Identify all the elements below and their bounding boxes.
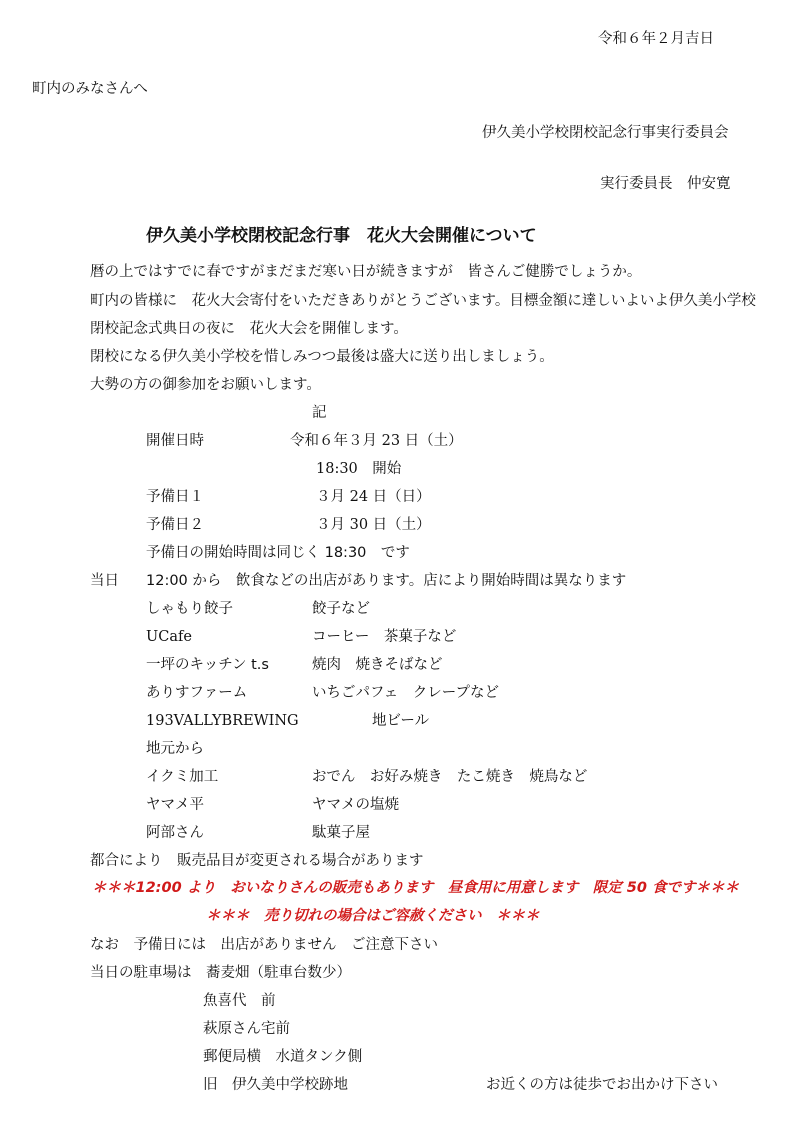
reserve-day-1-value: ３月 24 日（日）: [316, 489, 431, 505]
sold-out-note: ＊＊＊ 売り切れの場合はご容赦ください ＊＊＊: [206, 908, 540, 924]
day-of-text: 12:00 から 飲食などの出店があります。店により開始時間は異なります: [146, 573, 627, 589]
parking-spot: 郵便局横 水道タンク側: [203, 1049, 363, 1065]
local-vendor-item: おでん お好み焼き たこ焼き 焼鳥など: [312, 769, 588, 785]
vendor-name: 一坪のキッチン t.s: [146, 657, 269, 673]
local-vendor-item: ヤマメの塩焼: [312, 797, 399, 813]
local-vendor-name: イクミ加工: [146, 769, 219, 785]
addressee: 町内のみなさんへ: [32, 81, 148, 97]
date-label: 開催日時: [146, 433, 204, 449]
reserve-note: 予備日の開始時間は同じく 18:30 です: [146, 545, 410, 561]
committee-name: 伊久美小学校閉校記念行事実行委員会: [482, 125, 729, 141]
parking-intro: 当日の駐車場は 蕎麦畑（駐車台数少）: [90, 965, 351, 981]
vendor-item: 焼肉 焼きそばなど: [312, 657, 443, 673]
vendor-item: いちごパフェ クレープなど: [312, 685, 500, 701]
vendor-name: 193VALLYBREWING: [146, 713, 299, 729]
intro-line: 町内の皆様に 花火大会寄付をいただきありがとうございます。目標金額に達しいよいよ伊久美小学校: [90, 293, 756, 309]
reserve-day-2-value: ３月 30 日（土）: [316, 517, 431, 533]
committee-chair: 実行委員長 仲安寛: [600, 176, 731, 192]
reserve-day-2-label: 予備日２: [146, 517, 204, 533]
inari-sale-note: ＊＊＊12:00 より おいなりさんの販売もあります 昼食用に用意します 限定 50 食です＊＊＊: [92, 880, 739, 896]
date-value: 令和６年３月 23 日（土）: [290, 433, 463, 449]
page-title: 伊久美小学校閉校記念行事 花火大会開催について: [146, 226, 537, 246]
local-vendor-name: ヤマメ平: [146, 797, 204, 813]
change-note: 都合により 販売品目が変更される場合があります: [90, 853, 424, 869]
vendor-name: ありすファーム: [146, 685, 248, 701]
no-shops-note: なお 予備日には 出店がありません ご注意下さい: [90, 937, 438, 953]
parking-spot: 魚喜代 前: [203, 993, 276, 1009]
parking-spot: 旧 伊久美中学校跡地: [203, 1077, 348, 1093]
intro-line: 閉校記念式典日の夜に 花火大会を開催します。: [90, 321, 408, 337]
vendor-item: 地ビール: [372, 713, 430, 729]
intro-line: 閉校になる伊久美小学校を惜しみつつ最後は盛大に送り出しましょう。: [90, 349, 554, 365]
intro-line: 暦の上ではすでに春ですがまだまだ寒い日が続きますが 皆さんご健勝でしょうか。: [90, 264, 642, 280]
intro-line: 大勢の方の御参加をお願いします。: [90, 377, 321, 393]
walk-note: お近くの方は徒歩でお出かけ下さい: [486, 1077, 718, 1093]
reserve-day-1-label: 予備日１: [146, 489, 204, 505]
local-vendors-label: 地元から: [146, 741, 204, 757]
parking-spot: 萩原さん宅前: [203, 1021, 290, 1037]
local-vendor-name: 阿部さん: [146, 825, 204, 841]
local-vendor-item: 駄菓子屋: [312, 825, 370, 841]
ki-heading: 記: [312, 405, 327, 421]
vendor-name: UCafe: [146, 629, 192, 645]
vendor-item: 餃子など: [312, 601, 370, 617]
issue-date: 令和６年２月吉日: [598, 31, 714, 47]
start-time: 18:30 開始: [316, 461, 402, 477]
day-of-prefix: 当日: [90, 573, 119, 589]
vendor-item: コーヒー 茶菓子など: [312, 629, 457, 645]
vendor-name: しゃもり餃子: [146, 601, 233, 617]
